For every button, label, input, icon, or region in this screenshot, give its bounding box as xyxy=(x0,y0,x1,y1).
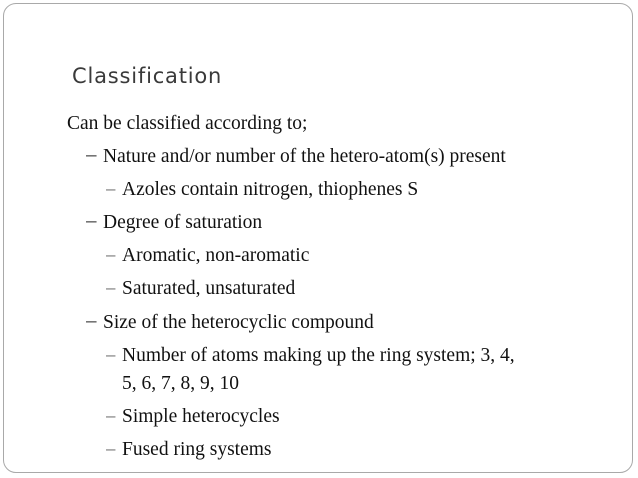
dash-bullet: – xyxy=(86,211,97,232)
dash-bullet: – xyxy=(106,278,116,297)
bullet-text: Size of the heterocyclic compound xyxy=(103,312,374,333)
sub-bullet-text: 5, 6, 7, 8, 9, 10 xyxy=(122,373,239,394)
sub-bullet-text: Aromatic, non-aromatic xyxy=(122,245,310,266)
bullet-item-size xyxy=(86,311,374,334)
sub-bullet-azoles xyxy=(106,179,419,201)
sub-bullet-text: Simple heterocycles xyxy=(122,406,280,427)
sub-bullet-continuation xyxy=(122,373,239,395)
sub-bullet-simple-heterocycles xyxy=(106,406,280,428)
sub-bullet-fused-ring xyxy=(106,439,272,461)
dash-bullet: – xyxy=(106,406,116,425)
sub-bullet-text: Saturated, unsaturated xyxy=(122,278,296,299)
bullet-item-saturation xyxy=(86,211,263,234)
sub-bullet-text: Number of atoms making up the ring system; 3, 4, xyxy=(122,345,515,366)
dash-bullet: – xyxy=(106,345,116,364)
bullet-item-hetero-atom xyxy=(86,145,506,168)
dash-bullet: – xyxy=(106,439,116,458)
dash-bullet: – xyxy=(106,245,116,264)
slide-title: Classification xyxy=(72,64,223,88)
intro-text: Can be classified according to; xyxy=(67,113,308,134)
dash-bullet: – xyxy=(106,179,116,198)
dash-bullet: – xyxy=(86,145,97,166)
sub-bullet-text: Azoles contain nitrogen, thiophenes S xyxy=(122,179,419,200)
dash-bullet: – xyxy=(86,311,97,332)
sub-bullet-number-of-atoms xyxy=(106,345,515,367)
sub-bullet-text: Fused ring systems xyxy=(122,439,272,460)
sub-bullet-aromatic xyxy=(106,245,310,267)
bullet-text: Degree of saturation xyxy=(103,212,263,233)
sub-bullet-saturated xyxy=(106,278,296,300)
bullet-text: Nature and/or number of the hetero-atom(s) present xyxy=(103,146,506,167)
